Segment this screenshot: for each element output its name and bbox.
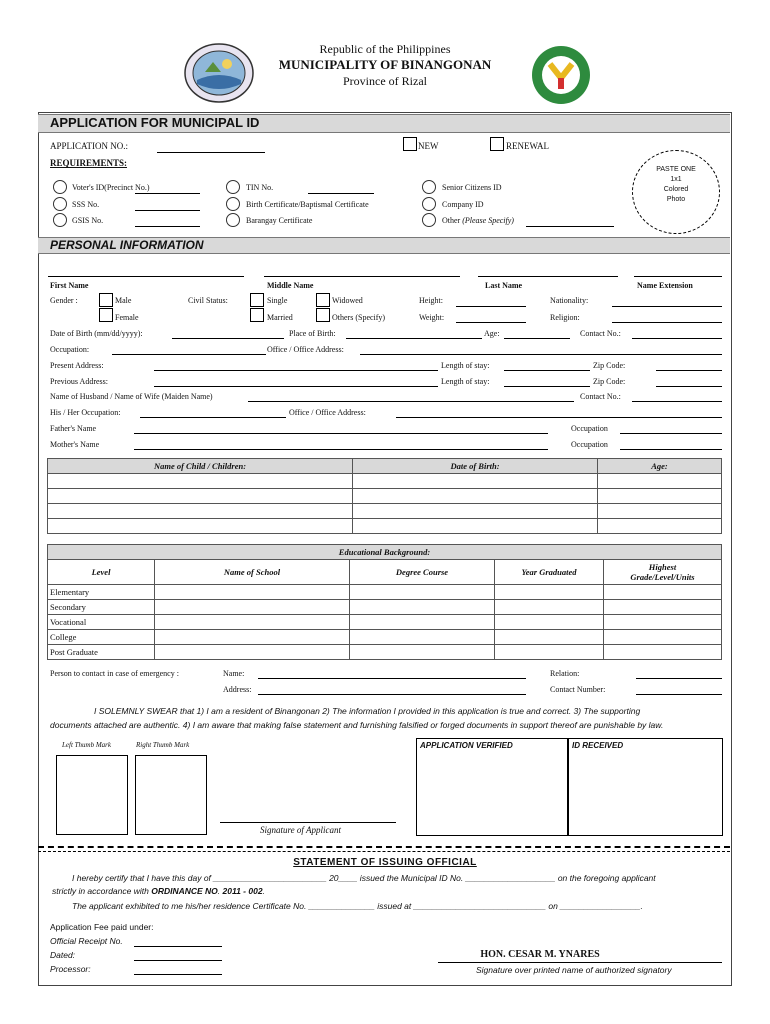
edu-header-level: Level — [48, 560, 155, 585]
gender-label: Gender : — [50, 296, 78, 305]
personal-info-title: PERSONAL INFORMATION — [50, 238, 204, 252]
middle-name-field[interactable] — [264, 276, 460, 277]
edu-level: Secondary — [48, 600, 155, 615]
dated-field[interactable] — [134, 960, 222, 961]
renewal-label: RENEWAL — [506, 141, 549, 151]
zip-code-label: Zip Code: — [593, 361, 626, 370]
first-name-field[interactable] — [48, 276, 244, 277]
weight-label: Weight: — [419, 313, 445, 322]
edu-header-degree: Degree Course — [350, 560, 495, 585]
req-company-label: Company ID — [442, 200, 484, 209]
father-occupation-label: Occupation — [571, 424, 608, 433]
req-voters-id-radio[interactable] — [53, 180, 67, 194]
table-row[interactable] — [48, 504, 722, 519]
widowed-label: Widowed — [332, 296, 363, 305]
length-stay-2-field[interactable] — [504, 386, 590, 387]
office-address-field[interactable] — [360, 354, 722, 355]
processor-label: Processor: — [50, 964, 91, 974]
present-address-label: Present Address: — [50, 361, 104, 370]
photo-box-line4: Photo — [666, 196, 686, 203]
education-table — [47, 544, 722, 660]
nationality-label: Nationality: — [550, 296, 589, 305]
others-label: Others (Specify) — [332, 313, 386, 322]
contact-no-field[interactable] — [632, 338, 722, 339]
req-sss-label: SSS No. — [72, 200, 100, 209]
widowed-checkbox[interactable] — [316, 293, 330, 307]
edu-level: Post Graduate — [48, 645, 155, 660]
oath-line1: I SOLEMNLY SWEAR that 1) I am a resident of Binangonan 2) The information I provided in this application is true and correct. 3) The supporting — [94, 706, 641, 716]
length-stay-label: Length of stay: — [441, 361, 490, 370]
table-row[interactable] — [48, 519, 722, 534]
left-thumb-box[interactable] — [56, 755, 128, 835]
edu-level: Vocational — [48, 615, 155, 630]
req-barangay-label: Barangay Certificate — [246, 216, 313, 225]
married-checkbox[interactable] — [250, 308, 264, 322]
header-municipality: MUNICIPALITY OF BINANGONAN — [278, 57, 492, 72]
table-row[interactable] — [48, 645, 722, 660]
table-row[interactable] — [48, 615, 722, 630]
binangonan-logo — [528, 44, 594, 106]
photo-box — [632, 150, 720, 234]
issuing-line2: strictly in accordance with ORDINANCE NO. 2011 - 002. — [52, 886, 265, 896]
req-sss-radio[interactable] — [53, 197, 67, 211]
personal-info-bar — [38, 237, 730, 254]
signature-label: Signature of Applicant — [260, 825, 341, 835]
mothers-name-field[interactable] — [134, 449, 548, 450]
req-voters-id-field[interactable] — [135, 193, 200, 194]
name-ext-field[interactable] — [634, 276, 722, 277]
requirements-label: REQUIREMENTS: — [50, 158, 128, 168]
emergency-name-label: Name: — [223, 669, 245, 678]
occupation-field[interactable] — [112, 354, 266, 355]
spouse-office-field[interactable] — [396, 417, 722, 418]
req-tin-field[interactable] — [308, 193, 374, 194]
application-no-label: APPLICATION NO.: — [50, 141, 129, 151]
first-name-label: First Name — [50, 281, 89, 290]
spouse-name-label: Name of Husband / Name of Wife (Maiden Name) — [50, 392, 213, 401]
issuing-line1: I hereby certify that I have this day of ________________________ 20____ issued the Municipal ID No. ___________________ on the foregoing applicant — [72, 873, 656, 883]
emergency-label: Person to contact in case of emergency : — [50, 669, 179, 678]
req-tin-label: TIN No. — [246, 183, 274, 192]
mothers-name-label: Mother's Name — [50, 440, 100, 449]
req-gsis-field[interactable] — [135, 226, 200, 227]
dob-label: Date of Birth (mm/dd/yyyy): — [50, 329, 143, 338]
occupation-label: Occupation: — [50, 345, 90, 354]
dob-field[interactable] — [172, 338, 284, 339]
req-tin-radio[interactable] — [226, 180, 240, 194]
id-received-label: ID RECEIVED — [572, 741, 624, 750]
right-thumb-box[interactable] — [135, 755, 207, 835]
zip-code-2-field[interactable] — [656, 386, 722, 387]
others-checkbox[interactable] — [316, 308, 330, 322]
female-label: Female — [115, 313, 139, 322]
edu-level: College — [48, 630, 155, 645]
previous-address-field[interactable] — [154, 386, 438, 387]
req-senior-label: Senior Citizens ID — [442, 183, 502, 192]
edu-header-highest: Highest Grade/Level/Units — [604, 560, 722, 585]
length-stay-field[interactable] — [504, 370, 590, 371]
civil-status-label: Civil Status: — [188, 296, 228, 305]
female-checkbox[interactable] — [99, 308, 113, 322]
male-checkbox[interactable] — [99, 293, 113, 307]
education-title: Educational Background: — [48, 545, 722, 560]
spouse-contact-field[interactable] — [632, 401, 722, 402]
edu-header-year: Year Graduated — [495, 560, 604, 585]
new-label: NEW — [418, 141, 439, 151]
req-barangay-radio[interactable] — [226, 213, 240, 227]
table-row[interactable] — [48, 630, 722, 645]
single-label: Single — [267, 296, 288, 305]
application-verified-label: APPLICATION VERIFIED — [420, 741, 513, 750]
mother-occupation-label: Occupation — [571, 440, 608, 449]
present-address-field[interactable] — [154, 370, 438, 371]
table-row[interactable] — [48, 489, 722, 504]
nationality-field[interactable] — [612, 306, 722, 307]
processor-field[interactable] — [134, 974, 222, 975]
children-table — [47, 458, 722, 534]
office-address-label: Office / Office Address: — [267, 345, 344, 354]
spouse-occupation-field[interactable] — [140, 417, 286, 418]
length-stay-2-label: Length of stay: — [441, 377, 490, 386]
official-signature-line[interactable] — [438, 962, 722, 963]
req-birth-cert-radio[interactable] — [226, 197, 240, 211]
edu-level: Elementary — [48, 585, 155, 600]
issuing-title: STATEMENT OF ISSUING OFFICIAL — [293, 857, 477, 868]
req-voters-id-label: Voter's ID(Precinct No.) — [72, 183, 150, 192]
age-label: Age: — [484, 329, 500, 338]
zip-code-field[interactable] — [656, 370, 722, 371]
id-received-box[interactable] — [568, 738, 723, 836]
req-other-radio[interactable] — [422, 213, 436, 227]
mother-occupation-field[interactable] — [620, 449, 722, 450]
height-field[interactable] — [456, 306, 526, 307]
previous-address-label: Previous Address: — [50, 377, 108, 386]
req-senior-radio[interactable] — [422, 180, 436, 194]
name-ext-label: Name Extension — [637, 281, 693, 290]
photo-box-line2: 1x1 — [670, 176, 682, 183]
cut-line-2 — [38, 851, 730, 852]
emergency-address-field[interactable] — [258, 694, 526, 695]
children-header-name: Name of Child / Children: — [48, 459, 353, 474]
header-republic: Republic of the Philippines — [319, 42, 451, 56]
spouse-office-label: Office / Office Address: — [289, 408, 366, 417]
religion-label: Religion: — [550, 313, 580, 322]
oath-line2: documents attached are authentic. 4) I am aware that making false statement and furnishing falsified or forged documents in support thereof are punishable by law. — [50, 720, 664, 730]
application-verified-box[interactable] — [416, 738, 568, 836]
fathers-name-field[interactable] — [134, 433, 548, 434]
application-no-field[interactable] — [157, 152, 265, 153]
receipt-label: Official Receipt No. — [50, 936, 123, 946]
spouse-name-field[interactable] — [248, 401, 574, 402]
header-province: Province of Rizal — [343, 74, 427, 88]
right-thumb-label: Right Thumb Mark — [136, 741, 190, 749]
official-name: HON. CESAR M. YNARES — [480, 949, 600, 960]
new-checkbox[interactable] — [403, 137, 417, 151]
single-checkbox[interactable] — [250, 293, 264, 307]
signature-line[interactable] — [220, 822, 396, 823]
zip-code-2-label: Zip Code: — [593, 377, 626, 386]
table-row[interactable] — [48, 474, 722, 489]
last-name-label: Last Name — [485, 281, 523, 290]
photo-box-line3: Colored — [663, 186, 689, 193]
age-field[interactable] — [504, 338, 570, 339]
place-of-birth-field[interactable] — [346, 338, 482, 339]
left-thumb-label: Left Thumb Mark — [62, 741, 111, 749]
form-title: APPLICATION FOR MUNICIPAL ID — [50, 115, 260, 130]
children-header-age: Age: — [598, 459, 722, 474]
last-name-field[interactable] — [478, 276, 618, 277]
title-bar — [38, 114, 730, 133]
religion-field[interactable] — [612, 322, 722, 323]
spouse-contact-label: Contact No.: — [580, 392, 621, 401]
cut-line — [38, 846, 730, 848]
married-label: Married — [267, 313, 293, 322]
father-occupation-field[interactable] — [620, 433, 722, 434]
emergency-name-field[interactable] — [258, 678, 526, 679]
middle-name-label: Middle Name — [267, 281, 314, 290]
fee-label: Application Fee paid under: — [50, 922, 154, 932]
req-sss-field[interactable] — [135, 210, 200, 211]
req-gsis-label: GSIS No. — [72, 216, 104, 225]
emergency-address-label: Address: — [223, 685, 252, 694]
dated-label: Dated: — [50, 950, 76, 960]
req-company-radio[interactable] — [422, 197, 436, 211]
fathers-name-label: Father's Name — [50, 424, 97, 433]
req-gsis-radio[interactable] — [53, 213, 67, 227]
receipt-field[interactable] — [134, 946, 222, 947]
emergency-contact-field[interactable] — [636, 694, 722, 695]
issuing-line3: The applicant exhibited to me his/her residence Certificate No. ______________ issued at ____________________________ on _________________. — [72, 901, 643, 911]
emergency-contact-label: Contact Number: — [550, 685, 606, 694]
male-label: Male — [115, 296, 132, 305]
height-label: Height: — [419, 296, 443, 305]
place-of-birth-label: Place of Birth: — [289, 329, 336, 338]
children-header-dob: Date of Birth: — [353, 459, 598, 474]
weight-field[interactable] — [456, 322, 526, 323]
emergency-relation-label: Relation: — [550, 669, 580, 678]
official-caption: Signature over printed name of authorized signatory — [476, 965, 672, 975]
req-birth-cert-label: Birth Certificate/Baptismal Certificate — [246, 200, 369, 209]
edu-header-school: Name of School — [155, 560, 350, 585]
emergency-relation-field[interactable] — [636, 678, 722, 679]
spouse-occupation-label: His / Her Occupation: — [50, 408, 121, 417]
table-row[interactable] — [48, 600, 722, 615]
photo-box-line1: PASTE ONE — [656, 166, 696, 173]
req-other-label: Other (Please Specify) — [442, 216, 514, 225]
contact-no-label: Contact No.: — [580, 329, 621, 338]
req-other-field[interactable] — [526, 226, 614, 227]
table-row[interactable] — [48, 585, 722, 600]
renewal-checkbox[interactable] — [490, 137, 504, 151]
